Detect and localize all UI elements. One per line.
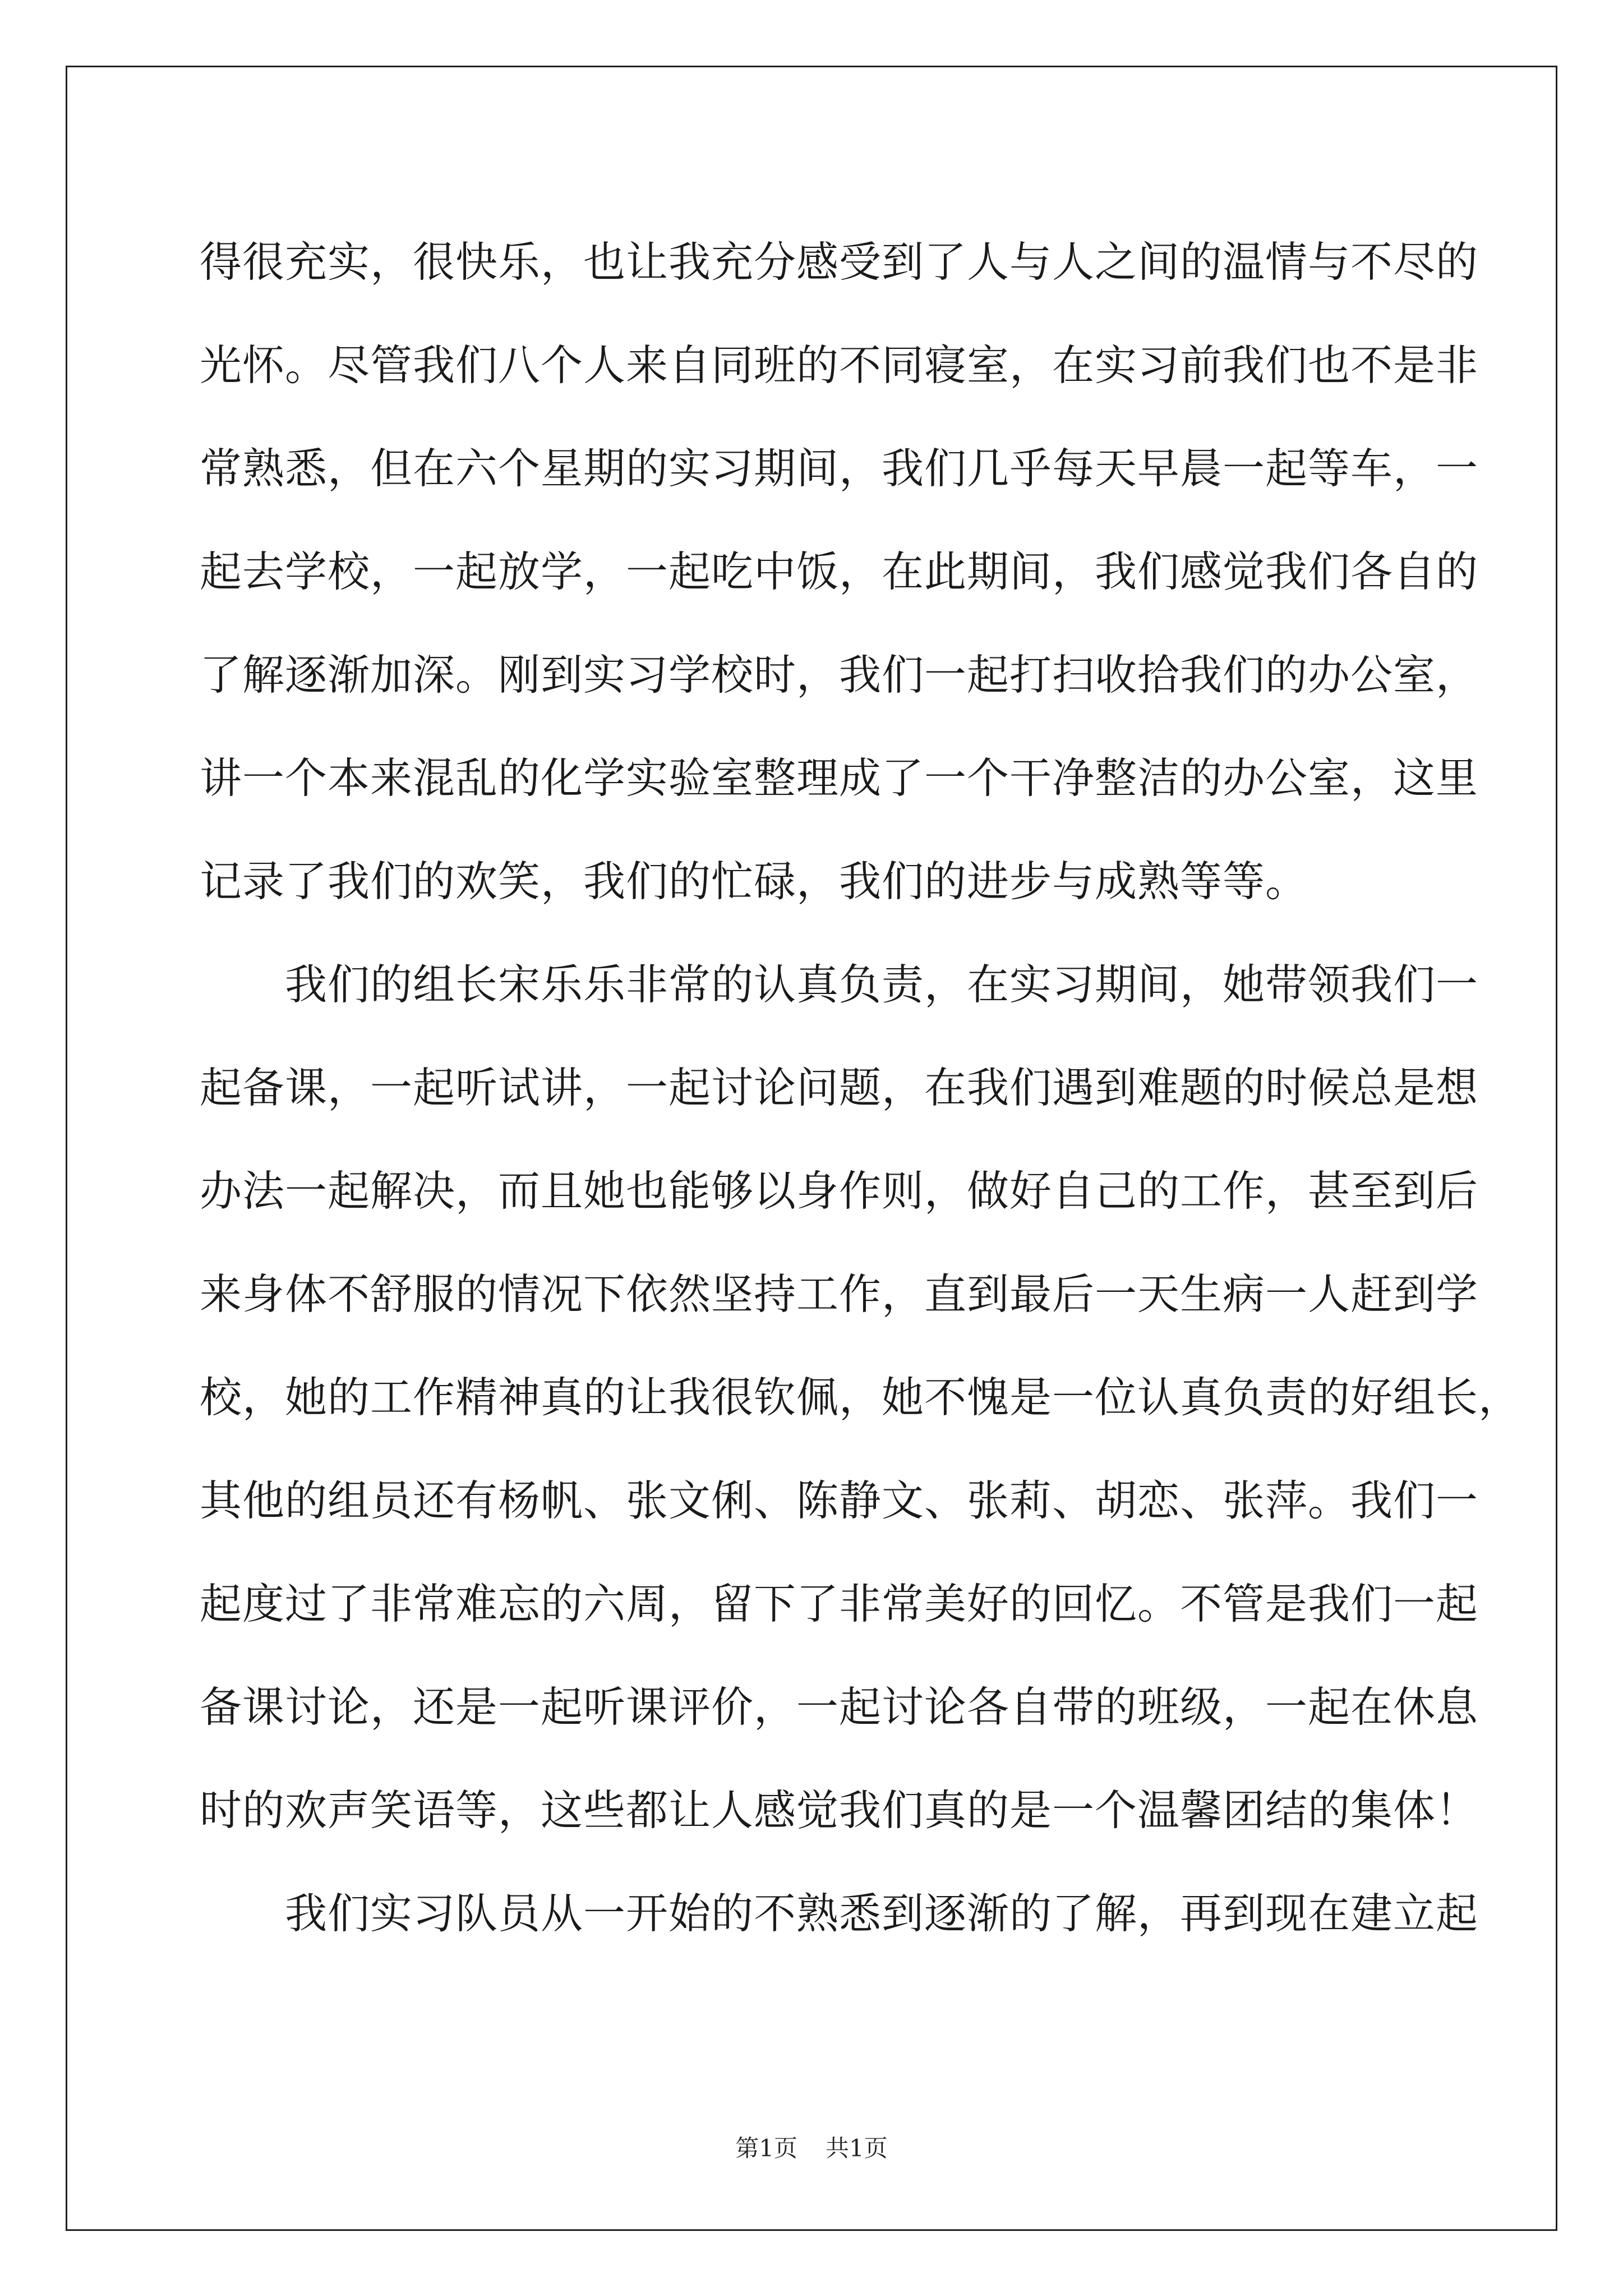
text-line: 讲一个本来混乱的化学实验室整理成了一个干净整洁的办公室，这里 bbox=[200, 753, 1479, 803]
page-number: 第1页 bbox=[735, 2134, 797, 2162]
page-total: 共1页 bbox=[826, 2134, 888, 2162]
text-line: 记录了我们的欢笑，我们的忙碌，我们的进步与成熟等等。 bbox=[200, 857, 1308, 906]
text-line: 了解逐渐加深。刚到实习学校时，我们一起打扫收拾我们的办公室， bbox=[200, 650, 1479, 700]
page-footer bbox=[0, 2132, 1623, 2165]
text-line: 时的欢声笑语等，这些都让人感觉我们真的是一个温馨团结的集体！ bbox=[200, 1786, 1479, 1835]
text-line: 校，她的工作精神真的让我很钦佩，她不愧是一位认真负责的好组长， bbox=[200, 1373, 1521, 1422]
text-line: 办法一起解决，而且她也能够以身作则，做好自己的工作，甚至到后 bbox=[200, 1166, 1479, 1216]
document-body bbox=[200, 210, 1521, 1965]
text-line: 来身体不舒服的情况下依然坚持工作，直到最后一天生病一人赶到学 bbox=[200, 1269, 1479, 1319]
text-line: 备课讨论，还是一起听课评价，一起讨论各自带的班级，一起在休息 bbox=[200, 1682, 1479, 1732]
text-line: 光怀。尽管我们八个人来自同班的不同寝室，在实习前我们也不是非 bbox=[200, 341, 1479, 390]
text-line: 常熟悉，但在六个星期的实习期间，我们几乎每天早晨一起等车，一 bbox=[200, 444, 1479, 493]
text-line: 起去学校，一起放学，一起吃中饭，在此期间，我们感觉我们各自的 bbox=[200, 547, 1479, 596]
text-line: 我们实习队员从一开始的不熟悉到逐渐的了解，再到现在建立起 bbox=[285, 1889, 1479, 1938]
text-line: 我们的组长宋乐乐非常的认真负责，在实习期间，她带领我们一 bbox=[285, 960, 1479, 1009]
text-line: 起备课，一起听试讲，一起讨论问题，在我们遇到难题的时候总是想 bbox=[200, 1063, 1479, 1112]
text-line: 起度过了非常难忘的六周，留下了非常美好的回忆。不管是我们一起 bbox=[200, 1579, 1479, 1628]
text-line: 其他的组员还有杨帆、张文俐、陈静文、张莉、胡恋、张萍。我们一 bbox=[200, 1476, 1479, 1525]
text-line: 得很充实，很快乐，也让我充分感受到了人与人之间的温情与不尽的 bbox=[200, 237, 1479, 287]
